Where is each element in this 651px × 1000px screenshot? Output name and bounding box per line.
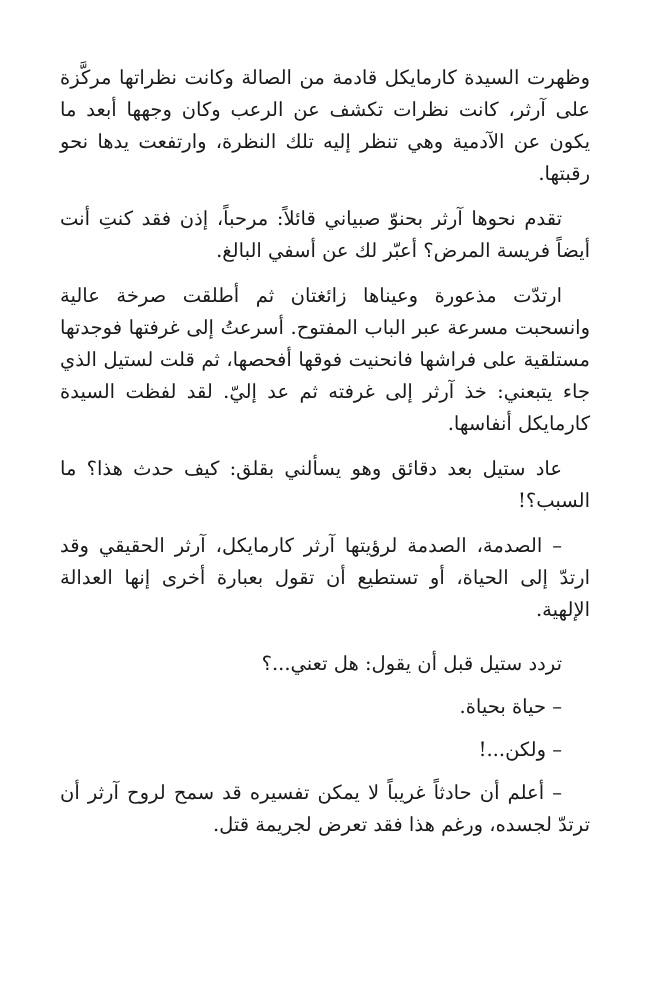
paragraph-mrs-carmichael-appears: وظهرت السيدة كارمايكل قادمة من الصالة وكانت نظراتها مركَّزة على آرثر، كانت نظرات تكشف عن الرعب وكان وجهها أبعد ما يكون عن الآدمية وهي تنظر إليه تلك النظرة، وارتفعت يدها نحو رقبتها. — [60, 66, 590, 185]
paragraph-life-for-life: – حياة بحياة. — [459, 695, 562, 718]
paragraph-steele-hesitates: تردد ستيل قبل أن يقول: هل تعني...؟ — [261, 652, 562, 675]
paragraph-her-death: ارتدّت مذعورة وعيناها زائغتان ثم أطلقت صرخة عالية وانسحبت مسرعة عبر الباب المفتوح. أسرعتُ إلى غرفتها فوجدتها مستلقية على فراشها فانحنيت فوقها أفحصها، ثم قلت لستيل الذي جاء يتبعني: خذ آرثر إلى غرفته ثم عد إليّ. لقد لفظت السيدة كارمايكل أنفاسها. — [60, 284, 590, 435]
paragraph-the-shock: – الصدمة، الصدمة لرؤيتها آرثر كارمايكل، آرثر الحقيقي وقد ارتدّ إلى الحياة، أو تستطيع أن تقول بعبارة أخرى إنها العدالة الإلهية. — [60, 534, 590, 621]
paragraph-strange-incident: – أعلم أن حادثاً غريباً لا يمكن تفسيره قد سمح لروح آرثر أن ترتدّ لجسده، ورغم هذا فقد تعرض لجريمة قتل. — [60, 781, 590, 836]
paragraph-steele-returns: عاد ستيل بعد دقائق وهو يسألني بقلق: كيف حدث هذا؟ ما السبب؟! — [60, 457, 590, 512]
paragraph-but: – ولكن...! — [478, 738, 562, 761]
paragraph-arthur-greets: تقدم نحوها آرثر بحنوّ صبياني قائلاً: مرحباً، إذن فقد كنتِ أنت أيضاً فريسة المرض؟ أعبّر لك عن أسفي البالغ. — [60, 207, 590, 262]
